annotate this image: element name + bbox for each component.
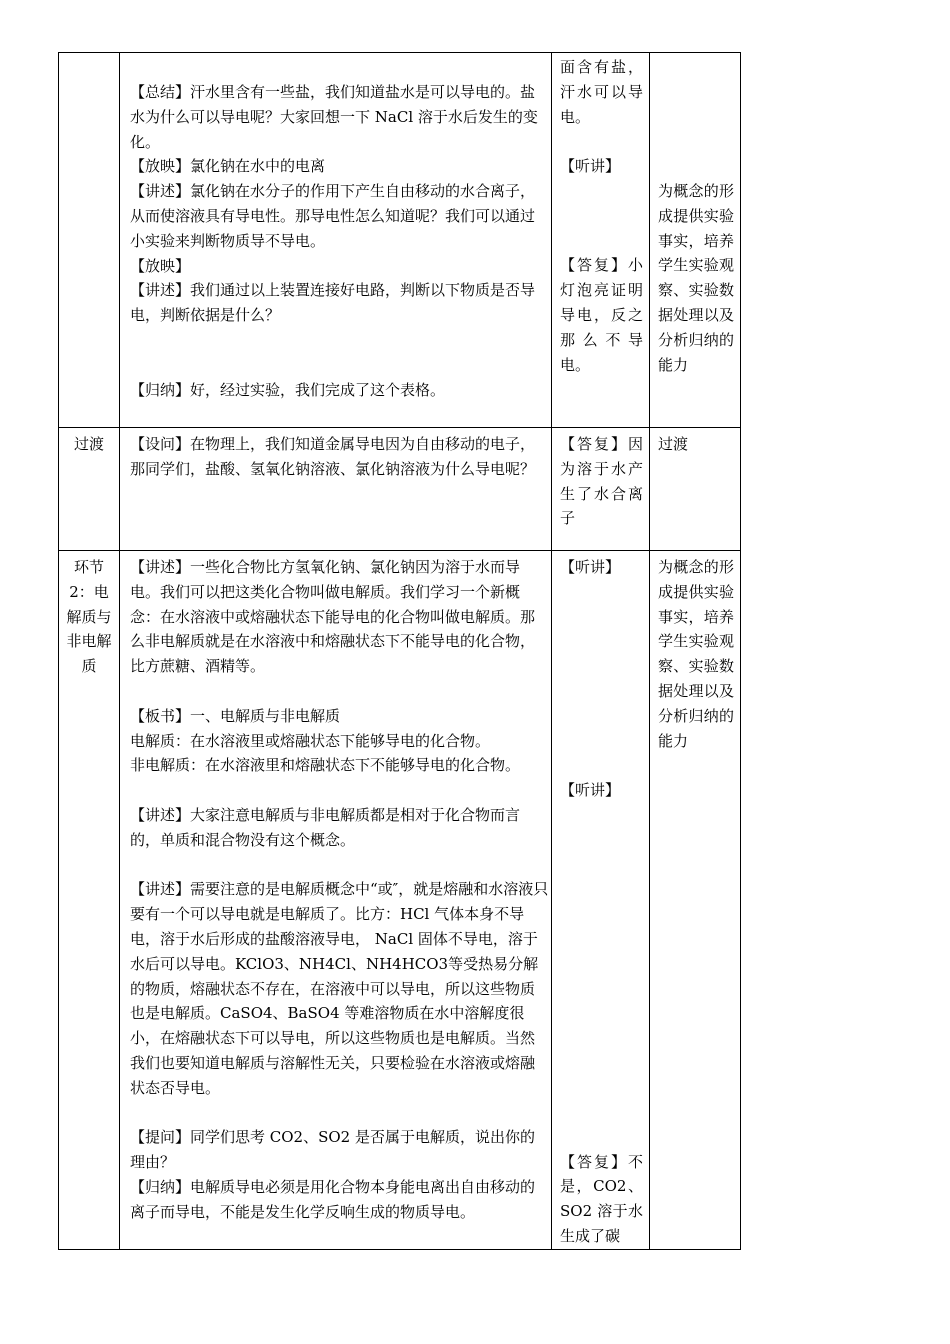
teacher-paragraph: 【放映】	[130, 256, 191, 275]
teacher-activity-cell	[120, 551, 552, 1250]
student-activity-cell	[552, 428, 650, 551]
teacher-paragraph: 电解质：在水溶液里或熔融状态下能够导电的化合物。	[130, 731, 491, 750]
section-cell	[59, 551, 120, 1250]
section-cell: 过渡	[59, 428, 120, 551]
teacher-paragraph: 【讲述】大家注意电解质与非电解质都是相对于化合物而言的，单质和混合物没有这个概念。	[130, 805, 521, 849]
section-cell	[59, 53, 120, 428]
teacher-paragraph: 【讲述】一些化合物比方氢氧化钠、氯化钠因为溶于水而导电。我们可以把这类化合物叫做电解质。我们学习一个新概念：在水溶液中或熔融状态下能导电的化合物叫做电解质。那么非电解质就是在水溶液中和熔融状态下不能导电的化合物，比方蔗糖、酒精等。	[130, 558, 536, 676]
teacher-paragraph: 【板书】一、电解质与非电解质	[130, 706, 341, 725]
design-intent-cell	[650, 428, 741, 551]
lesson-plan-table	[58, 52, 741, 1250]
teacher-paragraph: 【总结】汗水里含有一些盐，我们知道盐水是可以导电的。盐水为什么可以导电呢？大家回想一下 NaCl 溶于水后发生的变化。	[130, 83, 538, 151]
student-paragraph: 【听讲】	[560, 157, 621, 176]
teacher-activity-cell	[120, 428, 552, 551]
teacher-paragraph: 【提问】同学们思考 CO2、SO2 是否属于电解质，说出你的理由？	[130, 1128, 535, 1172]
design-intent-cell	[650, 551, 741, 1250]
section-label: 环节2：电解质与非电解质	[66, 558, 112, 676]
teacher-activity-cell	[120, 53, 552, 428]
teacher-paragraph: 【讲述】我们通过以上装置连接好电路，判断以下物质是否导电，判断依据是什么？	[130, 281, 536, 325]
design-intent-text: 过渡	[658, 435, 689, 453]
teacher-paragraph: 【讲述】需要注意的是电解质概念中“或″，就是熔融和水溶液只要有一个可以导电就是电解质了。比方：HCl 气体本身不导电，溶于水后形成的盐酸溶液导电， NaCl 固体不导电，溶于水后可以导电。KClO3、NH4Cl、NH4HCO3等受热易分解的物质，熔融状态不存在，在溶液中可以导电，所以这些物质也是电解质。CaSO4、BaSO4 等难溶物质在水中溶解度很小，在熔融状态下可以导电，所以这些物质也是电解质。当然我们也要知道电解质与溶解性无关，只要检验在水溶液或熔融状态否导电。	[130, 880, 549, 1097]
teacher-paragraph: 【讲述】氯化钠在水分子的作用下产生自由移动的水合离子，从而使溶液具有导电性。那导电性怎么知道呢？我们可以通过小实验来判断物质导不导电。	[130, 182, 536, 250]
student-paragraph: 【答复】小灯泡亮证明导电，反之那么不导电。	[560, 256, 643, 374]
table-row	[59, 428, 741, 551]
student-paragraph: 【听讲】	[560, 558, 621, 576]
design-intent-cell	[650, 53, 741, 428]
student-paragraph: 【答复】因为溶于水产生了水合离子	[560, 435, 643, 528]
student-activity-cell	[552, 53, 650, 428]
student-paragraph: 【听讲】	[560, 780, 621, 799]
teacher-paragraph: 非电解质：在水溶液里和熔融状态下不能够导电的化合物。	[130, 756, 521, 775]
teacher-paragraph: 【归纳】好，经过实验，我们完成了这个表格。	[130, 380, 446, 399]
teacher-paragraph: 【归纳】电解质导电必须是用化合物本身能电离出自由移动的离子而导电，不能是发生化学反响生成的物质导电。	[130, 1177, 536, 1221]
design-intent-text: 为概念的形成提供实验事实，培养学生实验观察、实验数据处理以及分析归纳的能力	[658, 182, 734, 374]
teacher-paragraph: 【放映】氯化钠在水中的电离	[130, 157, 326, 176]
table-row	[59, 551, 741, 1250]
table-row	[59, 53, 741, 428]
student-activity-cell	[552, 551, 650, 1250]
design-intent-text: 为概念的形成提供实验事实，培养学生实验观察、实验数据处理以及分析归纳的能力	[658, 558, 734, 750]
student-paragraph: 【答复】不是，CO2、SO2 溶于水生成了碳	[560, 1152, 643, 1245]
teacher-paragraph: 【设问】在物理上，我们知道金属导电因为自由移动的电子，那同学们，盐酸、氢氧化钠溶液、氯化钠溶液为什么导电呢？	[130, 435, 536, 478]
student-paragraph: 面含有盐，汗水可以导电。	[560, 58, 643, 126]
